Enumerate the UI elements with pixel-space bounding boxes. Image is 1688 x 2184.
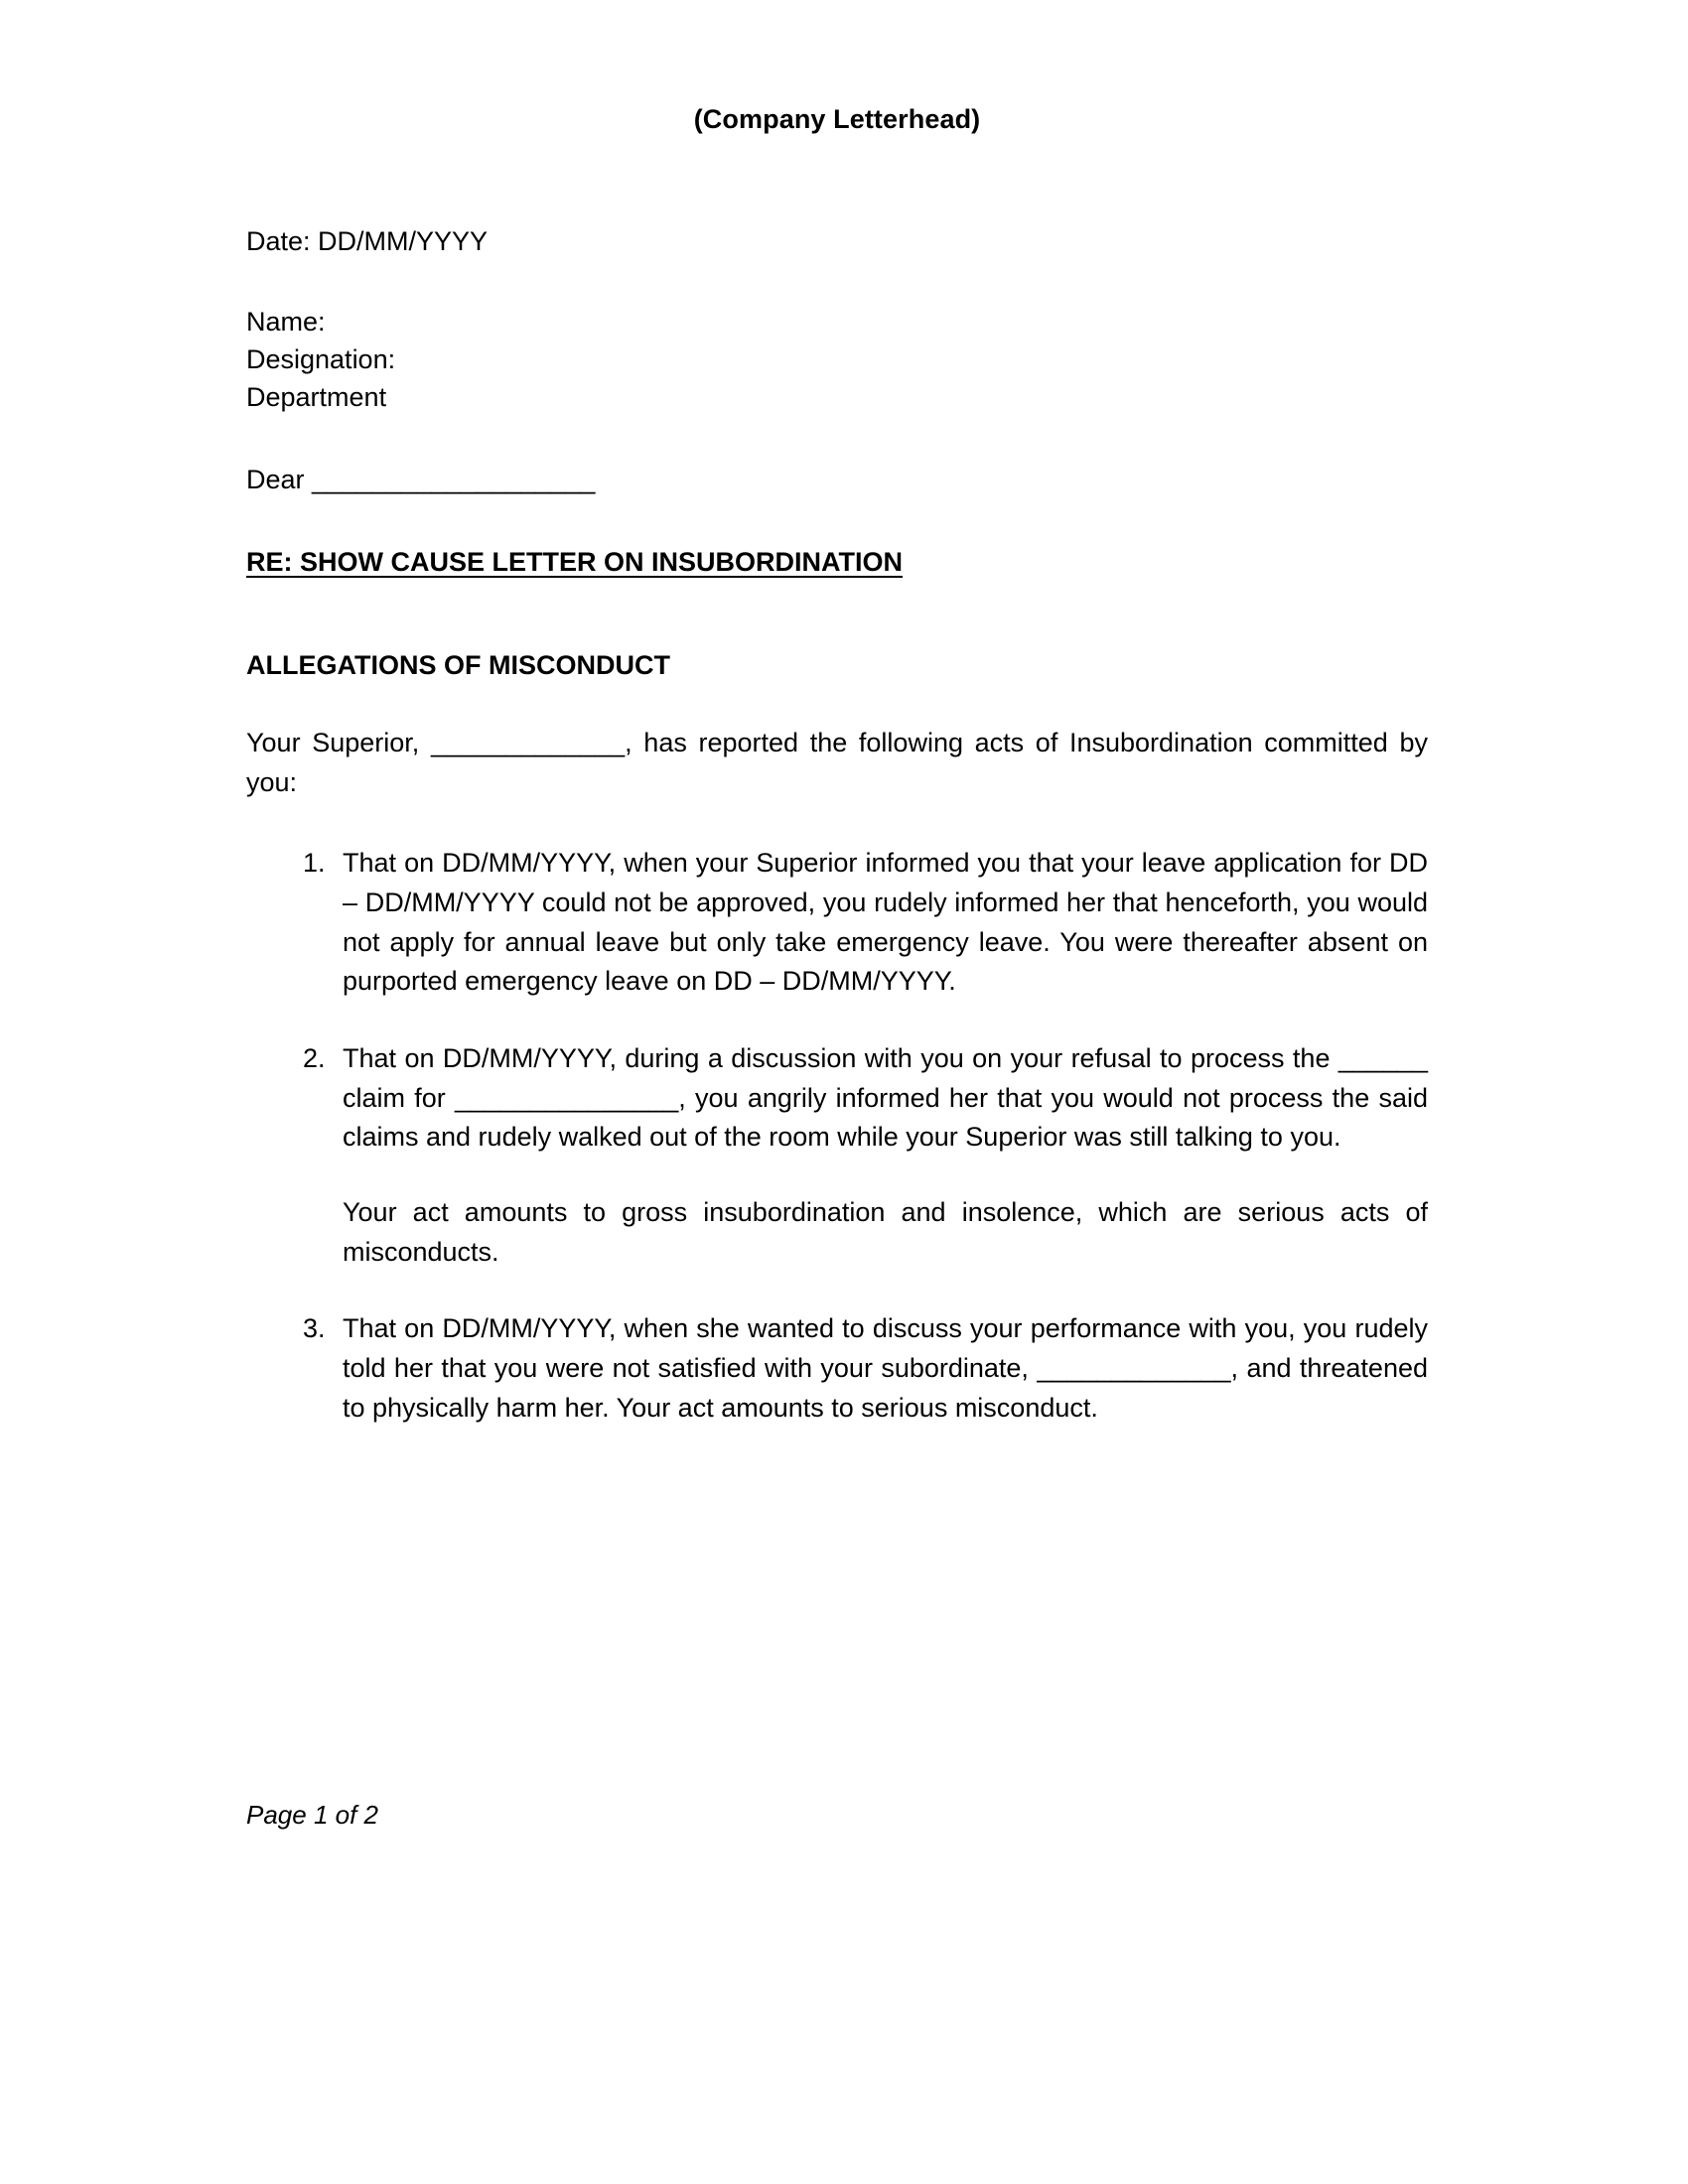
list-item-number: 1. [303, 848, 326, 879]
addressee-department-label: Department [246, 382, 387, 413]
page-footer: Page 1 of 2 [246, 1800, 378, 1830]
intro-paragraph: Your Superior, _____________, has reported the following acts of Insubordination committed by you: [246, 727, 1428, 797]
list-item-text: That on DD/MM/YYYY, when your Superior informed you that your leave application for DD – DD/MM/YYYY could not be approved, you rudely informed her that henceforth, you would not apply for annual leave but only take emergency leave. You were thereafter absent on purported emergency leave on DD – DD/MM/YYYY. [343, 848, 1428, 997]
list-item [246, 1309, 1428, 1428]
date-line: Date: DD/MM/YYYY [246, 226, 489, 257]
list-item [246, 844, 1428, 1002]
list-item-text: That on DD/MM/YYYY, when she wanted to discuss your performance with you, you rudely told her that you were not satisfied with your subordinate, _____________, and threatened to physically harm her. Your act amounts to serious misconduct. [343, 1313, 1428, 1423]
addressee-block [246, 303, 1428, 417]
list-item [246, 1039, 1428, 1272]
list-item-text: That on DD/MM/YYYY, during a discussion with you on your refusal to process the ______ claim for _______________, you angrily informed her that you would not process the said claims and rudely walked out of the room while your Superior was still talking to you. [343, 1043, 1428, 1153]
allegations-section-heading: ALLEGATIONS OF MISCONDUCT [246, 650, 670, 681]
document-body [246, 0, 1428, 1429]
addressee-name-label: Name: [246, 306, 326, 337]
re-subject-line: RE: SHOW CAUSE LETTER ON INSUBORDINATION [246, 547, 903, 578]
allegations-list [246, 844, 1428, 1428]
salutation-line: Dear ___________________ [246, 464, 596, 494]
list-item-sub-paragraph: Your act amounts to gross insubordination and insolence, which are serious acts of misconducts. [343, 1197, 1428, 1267]
list-item-number: 2. [303, 1043, 326, 1074]
company-letterhead-heading: (Company Letterhead) [693, 104, 981, 134]
list-item-number: 3. [303, 1313, 326, 1344]
re-line-wrapper [246, 498, 1428, 580]
addressee-designation-label: Designation: [246, 344, 396, 375]
